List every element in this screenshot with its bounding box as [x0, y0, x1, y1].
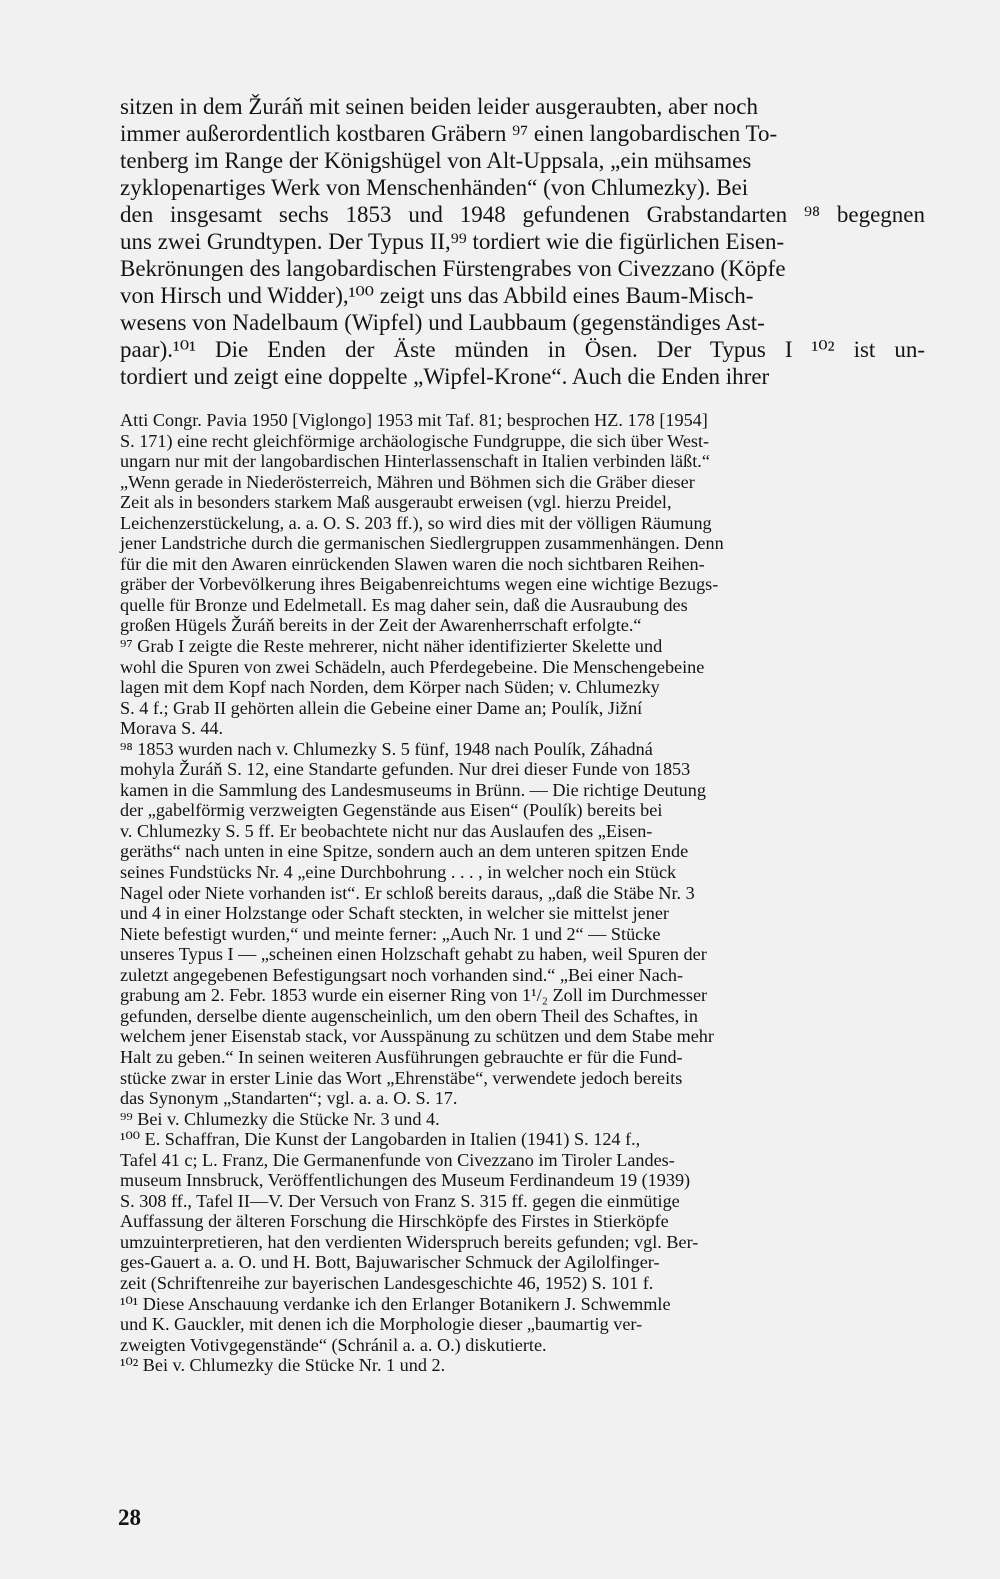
footnote-line: ungarn nur mit der langobardischen Hinterlassenschaft in Italien verbinden läßt.“: [120, 451, 710, 472]
footnote-line: Auffassung der älteren Forschung die Hirschköpfe des Firstes in Stierköpfe: [120, 1211, 669, 1232]
footnote-line: v. Chlumezky S. 5 ff. Er beobachtete nicht nur das Auslaufen des „Eisen-: [120, 820, 653, 841]
footnote-line: ¹⁰⁰ E. Schaffran, Die Kunst der Langobarden in Italien (1941) S. 124 f.,: [120, 1129, 641, 1150]
footnote-line: Zeit als in besonders starkem Maß ausgeraubt erweisen (vgl. hierzu Preidel,: [120, 492, 672, 513]
footnote-line: S. 308 ff., Tafel II—V. Der Versuch von Franz S. 315 ff. gegen die einmütige: [120, 1190, 680, 1211]
footnote-line: zeit (Schriftenreihe zur bayerischen Landesgeschichte 46, 1952) S. 101 f.: [120, 1272, 654, 1293]
text-line: Bekrönungen des langobardischen Fürstengrabes von Civezzano (Köpfe: [120, 256, 786, 281]
footnote-line: ¹⁰² Bei v. Chlumezky die Stücke Nr. 1 und 2.: [120, 1355, 446, 1376]
footnote-line: welchem jener Eisenstab stack, vor Ausspänung zu schützen und dem Stabe mehr: [120, 1026, 714, 1047]
main-text: [120, 93, 925, 390]
text-line: tenberg im Range der Königshügel von Alt-Uppsala, „ein mühsames: [120, 148, 752, 173]
footnote-line: mohyla Žuráň S. 12, eine Standarte gefunden. Nur drei dieser Funde von 1853: [120, 759, 691, 780]
footnote-line: gefunden, derselbe diente augenscheinlich, um den obern Theil des Schaftes, in: [120, 1005, 698, 1026]
footnote-line: ges-Gauert a. a. O. und H. Bott, Bajuwarischer Schmuck der Agilolfinger-: [120, 1252, 660, 1273]
footnote-line: und K. Gauckler, mit denen ich die Morphologie dieser „baumartig ver-: [120, 1314, 643, 1335]
footnote-line: S. 4 f.; Grab II gehörten allein die Gebeine einer Dame an; Poulík, Jižní: [120, 697, 643, 718]
footnote-line: S. 171) eine recht gleichförmige archäologische Fundgruppe, die sich über West-: [120, 430, 710, 451]
footnote-line: ¹⁰¹ Diese Anschauung verdanke ich den Erlanger Botanikern J. Schwemmle: [120, 1293, 671, 1314]
footnote-line: für die mit den Awaren einrückenden Slawen waren die noch sichtbaren Reihen-: [120, 553, 705, 574]
footnote-line: unseres Typus I — „scheinen einen Holzschaft gehabt zu haben, weil Spuren der: [120, 944, 707, 965]
footnotes: [120, 410, 925, 1376]
footnote-line: Leichenzerstückelung, a. a. O. S. 203 ff.), so wird dies mit der völligen Räumung: [120, 512, 712, 533]
footnote-line: gräber der Vorbevölkerung ihres Beigabenreichtums wegen eine wichtige Bezugs-: [120, 574, 719, 595]
footnote-line: wohl die Spuren von zwei Schädeln, auch Pferdegebeine. Die Menschengebeine: [120, 656, 705, 677]
footnote-line: Atti Congr. Pavia 1950 [Viglongo] 1953 mit Taf. 81; besprochen HZ. 178 [1954]: [120, 410, 708, 430]
text-line: sitzen in dem Žuráň mit seinen beiden leider ausgeraubten, aber noch: [120, 94, 759, 119]
footnote-line: umzuinterpretieren, hat den verdienten Widerspruch bereits gefunden; vgl. Ber-: [120, 1231, 699, 1252]
text-line: paar).¹⁰¹ Die Enden der Äste münden in Ösen. Der Typus I ¹⁰² ist un-: [120, 337, 925, 362]
footnote-line: Halt zu geben.“ In seinen weiteren Ausführungen gebrauchte er für die Fund-: [120, 1046, 683, 1067]
footnote-line: großen Hügels Žuráň bereits in der Zeit der Awarenherrschaft erfolgte.“: [120, 615, 642, 636]
footnote-line: der „gabelförmig verzweigten Gegenstände aus Eisen“ (Poulík) bereits bei: [120, 800, 663, 821]
footnote-line: lagen mit dem Kopf nach Norden, dem Körper nach Süden; v. Chlumezky: [120, 677, 660, 698]
footnote-line: zweigten Votivgegenstände“ (Schránil a. a. O.) diskutierte.: [120, 1334, 547, 1355]
footnote-line: ⁹⁸ 1853 wurden nach v. Chlumezky S. 5 fünf, 1948 nach Poulík, Záhadná: [120, 738, 653, 759]
footnote-line: quelle für Bronze und Edelmetall. Es mag daher sein, daß die Ausraubung des: [120, 594, 688, 615]
footnote-line: ⁹⁹ Bei v. Chlumezky die Stücke Nr. 3 und 4.: [120, 1108, 440, 1129]
footnote-line: seines Fundstücks Nr. 4 „eine Durchbohrung . . . , in welcher noch ein Stück: [120, 862, 677, 883]
footnote-line: Tafel 41 c; L. Franz, Die Germanenfunde von Civezzano im Tiroler Landes-: [120, 1149, 675, 1170]
footnote-line: jener Landstriche durch die germanischen Siedlergruppen zusammenhängen. Denn: [120, 533, 724, 554]
footnote-line: „Wenn gerade in Niederösterreich, Mähren und Böhmen sich die Gräber dieser: [120, 471, 695, 492]
text-line: wesens von Nadelbaum (Wipfel) und Laubbaum (gegenständiges Ast-: [120, 310, 765, 335]
page-number: 28: [118, 1505, 141, 1530]
footnote-line: kamen in die Sammlung des Landesmuseums in Brünn. — Die richtige Deutung: [120, 779, 706, 800]
text-line: den insgesamt sechs 1853 und 1948 gefundenen Grabstandarten ⁹⁸ begegnen: [120, 202, 925, 227]
text-line: von Hirsch und Widder),¹⁰⁰ zeigt uns das Abbild eines Baum-Misch-: [120, 283, 754, 308]
footnote-line: zuletzt angegebenen Befestigungsart noch vorhanden sind.“ „Bei einer Nach-: [120, 964, 684, 985]
footnote-line: stücke zwar in erster Linie das Wort „Ehrenstäbe“, verwendete jedoch bereits: [120, 1067, 683, 1088]
footnote-line: Niete befestigt wurden,“ und meinte ferner: „Auch Nr. 1 und 2“ — Stücke: [120, 923, 661, 944]
footnote-line: ⁹⁷ Grab I zeigte die Reste mehrerer, nicht näher identifizierter Skelette und: [120, 636, 663, 657]
footnote-line: Nagel oder Niete vorhanden ist“. Er schloß bereits daraus, „daß die Stäbe Nr. 3: [120, 882, 695, 903]
footnote-line: das Synonym „Standarten“; vgl. a. a. O. S. 17.: [120, 1088, 458, 1109]
footnote-line: museum Innsbruck, Veröffentlichungen des Museum Ferdinandeum 19 (1939): [120, 1170, 691, 1191]
footnote-line: geräths“ nach unten in eine Spitze, sondern auch an dem unteren spitzen Ende: [120, 841, 689, 862]
text-line: immer außerordentlich kostbaren Gräbern ⁹⁷ einen langobardischen To-: [120, 121, 778, 146]
footnote-line: und 4 in einer Holzstange oder Schaft steckten, in welcher sie mittelst jener: [120, 903, 669, 924]
text-line: uns zwei Grundtypen. Der Typus II,⁹⁹ tordiert wie die figürlichen Eisen-: [120, 229, 785, 254]
footnote-line: grabung am 2. Febr. 1853 wurde ein eiserner Ring von 1¹/₂ Zoll im Durchmesser: [120, 985, 708, 1006]
text-line: tordiert und zeigt eine doppelte „Wipfel-Krone“. Auch die Enden ihrer: [120, 364, 770, 389]
text-line: zyklopenartiges Werk von Menschenhänden“ (von Chlumezky). Bei: [120, 175, 749, 200]
footnote-line: Morava S. 44.: [120, 718, 224, 739]
